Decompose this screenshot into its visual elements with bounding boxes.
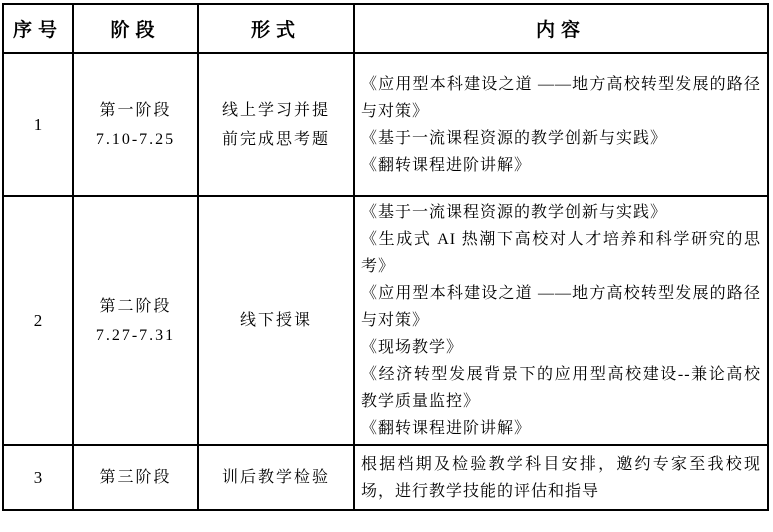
cell-content [354, 53, 768, 196]
cell-stage [73, 53, 198, 196]
cell-number: 1 [3, 53, 73, 196]
form-line: 前完成思考题 [221, 130, 330, 148]
stage-line: 第一阶段 [99, 101, 172, 119]
content-line: 《应用型本科建设之道 ——地方高校转型发展的路径与对策》 [361, 285, 761, 329]
content-line: 《现场教学》 [361, 339, 464, 356]
cell-stage [73, 445, 198, 510]
stage-line: 第二阶段 [99, 297, 172, 315]
training-schedule-table [2, 3, 769, 511]
form-line: 线上学习并提 [221, 101, 330, 119]
cell-number: 3 [3, 445, 73, 510]
cell-stage [73, 196, 198, 445]
column-header-number: 序号 [3, 4, 73, 53]
content-line: 《生成式 AI 热潮下高校对人才培养和科学研究的思考》 [361, 231, 761, 275]
column-header-content: 内容 [354, 4, 768, 53]
cell-form [198, 445, 354, 510]
form-line: 线下授课 [239, 312, 312, 329]
column-header-stage: 阶段 [73, 4, 198, 53]
table-row [3, 445, 768, 510]
stage-date-line: 7.27-7.31 [95, 326, 176, 344]
content-line: 《应用型本科建设之道 ——地方高校转型发展的路径与对策》 [361, 75, 761, 120]
content-line: 《基于一流课程资源的教学创新与实践》 [361, 204, 668, 221]
cell-content [354, 445, 768, 510]
cell-form [198, 196, 354, 445]
content-line: 《翻转课程进阶讲解》 [361, 156, 532, 174]
table-row [3, 53, 768, 196]
cell-content [354, 196, 768, 445]
form-line: 训后教学检验 [221, 469, 330, 486]
cell-form [198, 53, 354, 196]
cell-number: 2 [3, 196, 73, 445]
content-line: 根据档期及检验教学科目安排，邀约专家至我校现场，进行教学技能的评估和指导 [361, 455, 761, 500]
header-row [3, 4, 768, 53]
stage-date-line: 7.10-7.25 [95, 130, 176, 148]
column-header-form: 形式 [198, 4, 354, 53]
stage-line: 第三阶段 [99, 469, 172, 486]
content-line: 《经济转型发展背景下的应用型高校建设--兼论高校教学质量监控》 [361, 366, 761, 410]
content-line: 《翻转课程进阶讲解》 [361, 420, 532, 437]
content-line: 《基于一流课程资源的教学创新与实践》 [361, 129, 668, 147]
table-row [3, 196, 768, 445]
